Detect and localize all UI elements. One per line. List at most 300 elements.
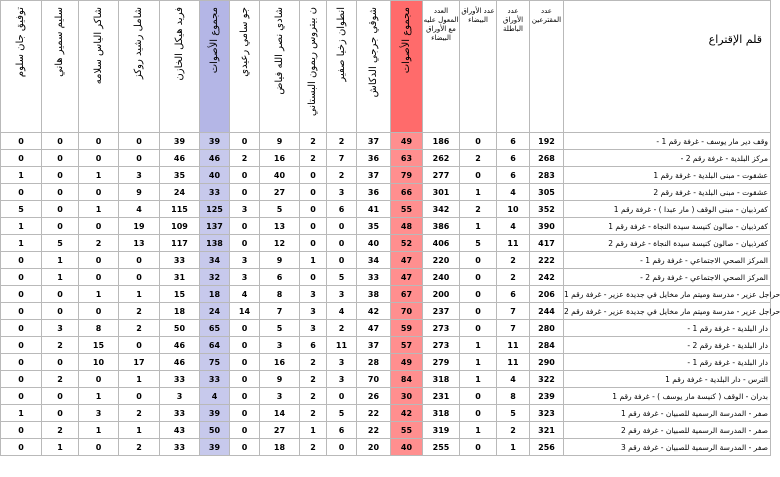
cell-total-a[interactable]: 47 <box>391 252 423 269</box>
cell-total-b[interactable]: 33 <box>200 371 230 388</box>
cell-candidate-b3[interactable]: 1 <box>79 422 119 439</box>
cell-candidate-a3[interactable]: 2 <box>300 150 327 167</box>
col-header-candidate-a4[interactable]: شادي نصر الله فياض <box>260 1 300 133</box>
cell-candidate-b1[interactable]: 33 <box>160 371 200 388</box>
cell-registered[interactable]: 268 <box>530 150 564 167</box>
cell-blank[interactable]: 2 <box>460 201 497 218</box>
cell-registered[interactable]: 239 <box>530 388 564 405</box>
cell-candidate-b5[interactable]: 0 <box>1 303 42 320</box>
cell-candidate-a1[interactable]: 41 <box>357 201 391 218</box>
cell-total-a[interactable]: 79 <box>391 167 423 184</box>
cell-registered[interactable]: 284 <box>530 337 564 354</box>
cell-counted[interactable]: 200 <box>423 286 460 303</box>
cell-void[interactable]: 4 <box>497 218 530 235</box>
cell-blank[interactable]: 1 <box>460 184 497 201</box>
cell-candidate-b1[interactable]: 43 <box>160 422 200 439</box>
cell-candidate-b1[interactable]: 109 <box>160 218 200 235</box>
cell-total-a[interactable]: 48 <box>391 218 423 235</box>
cell-total-a[interactable]: 59 <box>391 320 423 337</box>
cell-counted[interactable]: 386 <box>423 218 460 235</box>
cell-candidate-a4[interactable]: 6 <box>260 269 300 286</box>
cell-counted[interactable]: 262 <box>423 150 460 167</box>
cell-candidate-a3[interactable]: 0 <box>300 218 327 235</box>
cell-candidate-a2[interactable]: 6 <box>327 422 357 439</box>
cell-candidate-b3[interactable]: 0 <box>79 371 119 388</box>
cell-candidate-a2[interactable]: 3 <box>327 371 357 388</box>
cell-candidate-a2[interactable]: 0 <box>327 439 357 456</box>
cell-candidate-b4[interactable]: 3 <box>42 320 79 337</box>
cell-registered[interactable]: 192 <box>530 133 564 150</box>
cell-total-a[interactable]: 47 <box>391 269 423 286</box>
cell-candidate-a4[interactable]: 40 <box>260 167 300 184</box>
cell-counted[interactable]: 273 <box>423 337 460 354</box>
cell-candidate-a1[interactable]: 37 <box>357 167 391 184</box>
col-header-candidate-a5[interactable]: جو سامي رعيدي <box>230 1 260 133</box>
cell-candidate-a2[interactable]: 2 <box>327 167 357 184</box>
cell-candidate-a5[interactable]: 0 <box>230 218 260 235</box>
cell-candidate-a3[interactable]: 3 <box>300 286 327 303</box>
cell-candidate-b5[interactable]: 0 <box>1 150 42 167</box>
cell-blank[interactable]: 1 <box>460 354 497 371</box>
cell-candidate-a5[interactable]: 3 <box>230 252 260 269</box>
cell-blank[interactable]: 1 <box>460 218 497 235</box>
cell-candidate-a4[interactable]: 27 <box>260 422 300 439</box>
cell-counted[interactable]: 231 <box>423 388 460 405</box>
cell-blank[interactable]: 0 <box>460 286 497 303</box>
cell-counted[interactable]: 186 <box>423 133 460 150</box>
cell-candidate-b5[interactable]: 0 <box>1 337 42 354</box>
cell-candidate-b1[interactable]: 33 <box>160 439 200 456</box>
cell-location[interactable]: - دار البلدية - غرفة رقم 1 <box>564 354 771 371</box>
cell-void[interactable]: 2 <box>497 269 530 286</box>
cell-total-b[interactable]: 138 <box>200 235 230 252</box>
cell-candidate-a4[interactable]: 27 <box>260 184 300 201</box>
cell-total-b[interactable]: 75 <box>200 354 230 371</box>
cell-blank[interactable]: 0 <box>460 439 497 456</box>
cell-candidate-b3[interactable]: 15 <box>79 337 119 354</box>
cell-candidate-a2[interactable]: 0 <box>327 388 357 405</box>
cell-candidate-b3[interactable]: 1 <box>79 286 119 303</box>
cell-candidate-a1[interactable]: 40 <box>357 235 391 252</box>
col-header-location[interactable]: قلم الإقتراع <box>564 1 771 133</box>
cell-candidate-b4[interactable]: 0 <box>42 303 79 320</box>
cell-void[interactable]: 10 <box>497 201 530 218</box>
cell-candidate-a1[interactable]: 37 <box>357 337 391 354</box>
cell-location[interactable]: الترس - دار البلدية - غرفة رقم 1 <box>564 371 771 388</box>
cell-candidate-a4[interactable]: 3 <box>260 388 300 405</box>
cell-candidate-a3[interactable]: 0 <box>300 269 327 286</box>
cell-void[interactable]: 5 <box>497 405 530 422</box>
cell-candidate-b4[interactable]: 0 <box>42 405 79 422</box>
cell-candidate-a2[interactable]: 3 <box>327 184 357 201</box>
cell-candidate-a5[interactable]: 14 <box>230 303 260 320</box>
cell-candidate-a1[interactable]: 22 <box>357 405 391 422</box>
cell-blank[interactable]: 0 <box>460 252 497 269</box>
cell-candidate-a1[interactable]: 36 <box>357 150 391 167</box>
cell-counted[interactable]: 255 <box>423 439 460 456</box>
cell-total-a[interactable]: 49 <box>391 354 423 371</box>
cell-candidate-a3[interactable]: 6 <box>300 337 327 354</box>
cell-location[interactable]: - المركز الصحي الاجتماعي - غرفة رقم 2 <box>564 269 771 286</box>
col-header-candidate-b3[interactable]: شاكر الياس سلامه <box>79 1 119 133</box>
cell-candidate-b1[interactable]: 33 <box>160 405 200 422</box>
cell-void[interactable]: 8 <box>497 388 530 405</box>
cell-counted[interactable]: 301 <box>423 184 460 201</box>
cell-candidate-a5[interactable]: 0 <box>230 235 260 252</box>
col-header-candidate-b2[interactable]: شامل رشيد روكز <box>119 1 160 133</box>
cell-candidate-b3[interactable]: 0 <box>79 133 119 150</box>
cell-location[interactable]: كفرذبيان - صالون كنيسة سيدة النجاة - غرفة رقم 2 <box>564 235 771 252</box>
cell-blank[interactable]: 0 <box>460 269 497 286</box>
cell-total-b[interactable]: 24 <box>200 303 230 320</box>
cell-void[interactable]: 2 <box>497 252 530 269</box>
cell-candidate-b4[interactable]: 0 <box>42 286 79 303</box>
cell-candidate-a1[interactable]: 26 <box>357 388 391 405</box>
cell-candidate-b4[interactable]: 0 <box>42 354 79 371</box>
cell-candidate-b2[interactable]: 4 <box>119 201 160 218</box>
cell-candidate-b3[interactable]: 0 <box>79 303 119 320</box>
cell-candidate-a2[interactable]: 5 <box>327 269 357 286</box>
cell-candidate-b3[interactable]: 0 <box>79 184 119 201</box>
cell-candidate-a4[interactable]: 16 <box>260 354 300 371</box>
cell-candidate-b4[interactable]: 5 <box>42 235 79 252</box>
cell-location[interactable]: - وقف دير مار يوسف - غرفة رقم 1 <box>564 133 771 150</box>
cell-total-a[interactable]: 49 <box>391 133 423 150</box>
cell-counted[interactable]: 220 <box>423 252 460 269</box>
cell-candidate-b1[interactable]: 39 <box>160 133 200 150</box>
cell-candidate-b1[interactable]: 35 <box>160 167 200 184</box>
cell-candidate-a3[interactable]: 0 <box>300 167 327 184</box>
cell-total-b[interactable]: 4 <box>200 388 230 405</box>
cell-registered[interactable]: 256 <box>530 439 564 456</box>
cell-candidate-b2[interactable]: 0 <box>119 388 160 405</box>
cell-blank[interactable]: 1 <box>460 422 497 439</box>
cell-registered[interactable]: 290 <box>530 354 564 371</box>
cell-candidate-b1[interactable]: 15 <box>160 286 200 303</box>
cell-candidate-b2[interactable]: 13 <box>119 235 160 252</box>
cell-candidate-b5[interactable]: 0 <box>1 422 42 439</box>
cell-candidate-a1[interactable]: 42 <box>357 303 391 320</box>
cell-candidate-a5[interactable]: 3 <box>230 201 260 218</box>
cell-candidate-a5[interactable]: 0 <box>230 337 260 354</box>
cell-registered[interactable]: 206 <box>530 286 564 303</box>
cell-candidate-b1[interactable]: 117 <box>160 235 200 252</box>
cell-location[interactable]: - دار البلدية - غرفة رقم 2 <box>564 337 771 354</box>
cell-candidate-b5[interactable]: 1 <box>1 405 42 422</box>
cell-candidate-a5[interactable]: 0 <box>230 388 260 405</box>
cell-candidate-b4[interactable]: 0 <box>42 218 79 235</box>
cell-candidate-b5[interactable]: 0 <box>1 133 42 150</box>
cell-total-b[interactable]: 50 <box>200 422 230 439</box>
cell-counted[interactable]: 318 <box>423 371 460 388</box>
cell-candidate-b5[interactable]: 0 <box>1 320 42 337</box>
cell-total-a[interactable]: 70 <box>391 303 423 320</box>
cell-candidate-a3[interactable]: 3 <box>300 320 327 337</box>
cell-candidate-a2[interactable]: 4 <box>327 303 357 320</box>
cell-location[interactable]: - دار البلدية - غرفة رقم 1 <box>564 320 771 337</box>
cell-candidate-b1[interactable]: 18 <box>160 303 200 320</box>
cell-counted[interactable]: 277 <box>423 167 460 184</box>
cell-candidate-a5[interactable]: 0 <box>230 439 260 456</box>
cell-registered[interactable]: 222 <box>530 252 564 269</box>
cell-total-a[interactable]: 40 <box>391 439 423 456</box>
cell-candidate-a5[interactable]: 4 <box>230 286 260 303</box>
cell-total-a[interactable]: 55 <box>391 201 423 218</box>
cell-location[interactable]: صفر - المدرسة الرسمية للصبيان - غرفة رقم 1 <box>564 405 771 422</box>
cell-candidate-b2[interactable]: 9 <box>119 184 160 201</box>
col-header-registered[interactable]: عدد المقترعين <box>530 1 564 133</box>
cell-counted[interactable]: 237 <box>423 303 460 320</box>
cell-candidate-b1[interactable]: 46 <box>160 150 200 167</box>
cell-candidate-b2[interactable]: 0 <box>119 269 160 286</box>
cell-candidate-b4[interactable]: 1 <box>42 269 79 286</box>
cell-counted[interactable]: 406 <box>423 235 460 252</box>
col-header-counted[interactable]: العدد المعول عليه مع الأوراق البيضاء <box>423 1 460 133</box>
cell-candidate-b1[interactable]: 46 <box>160 337 200 354</box>
cell-candidate-b1[interactable]: 31 <box>160 269 200 286</box>
cell-location[interactable]: عشقوت - مبنى البلدية - غرفة رقم 2 <box>564 184 771 201</box>
cell-total-b[interactable]: 34 <box>200 252 230 269</box>
col-header-candidate-b4[interactable]: سليم سمير هاني <box>42 1 79 133</box>
cell-void[interactable]: 11 <box>497 337 530 354</box>
cell-location[interactable]: صفر - المدرسة الرسمية للصبيان - غرفة رقم 3 <box>564 439 771 456</box>
cell-candidate-b1[interactable]: 3 <box>160 388 200 405</box>
col-header-total-b[interactable]: مجموع الأصوات <box>200 1 230 133</box>
cell-candidate-a3[interactable]: 0 <box>300 201 327 218</box>
cell-counted[interactable]: 273 <box>423 320 460 337</box>
cell-blank[interactable]: 1 <box>460 371 497 388</box>
cell-candidate-b1[interactable]: 115 <box>160 201 200 218</box>
cell-location[interactable]: بدران - الوقف ( كنيسة مار يوسف ) - غرفة رقم 1 <box>564 388 771 405</box>
cell-candidate-b2[interactable]: 0 <box>119 150 160 167</box>
cell-candidate-b5[interactable]: 0 <box>1 439 42 456</box>
cell-candidate-a4[interactable]: 3 <box>260 337 300 354</box>
cell-candidate-b4[interactable]: 0 <box>42 184 79 201</box>
cell-candidate-a4[interactable]: 9 <box>260 133 300 150</box>
cell-blank[interactable]: 0 <box>460 133 497 150</box>
cell-total-a[interactable]: 55 <box>391 422 423 439</box>
cell-total-b[interactable]: 39 <box>200 439 230 456</box>
cell-candidate-b4[interactable]: 2 <box>42 422 79 439</box>
cell-location[interactable]: كفرذبيان - صالون كنيسة سيدة النجاة - غرفة رقم 1 <box>564 218 771 235</box>
col-header-candidate-a1[interactable]: شوقي جرجي الدكاش <box>357 1 391 133</box>
cell-candidate-b5[interactable]: 0 <box>1 184 42 201</box>
cell-registered[interactable]: 352 <box>530 201 564 218</box>
cell-counted[interactable]: 279 <box>423 354 460 371</box>
cell-total-b[interactable]: 64 <box>200 337 230 354</box>
cell-candidate-b4[interactable]: 1 <box>42 439 79 456</box>
cell-candidate-b5[interactable]: 0 <box>1 286 42 303</box>
cell-counted[interactable]: 318 <box>423 405 460 422</box>
cell-void[interactable]: 4 <box>497 371 530 388</box>
cell-candidate-b3[interactable]: 1 <box>79 388 119 405</box>
cell-candidate-b2[interactable]: 2 <box>119 439 160 456</box>
cell-candidate-a2[interactable]: 7 <box>327 150 357 167</box>
cell-candidate-a4[interactable]: 16 <box>260 150 300 167</box>
cell-candidate-b5[interactable]: 0 <box>1 269 42 286</box>
cell-candidate-b5[interactable]: 0 <box>1 371 42 388</box>
cell-blank[interactable]: 1 <box>460 337 497 354</box>
cell-candidate-a1[interactable]: 35 <box>357 218 391 235</box>
cell-blank[interactable]: 0 <box>460 405 497 422</box>
cell-candidate-a3[interactable]: 3 <box>300 303 327 320</box>
cell-candidate-a1[interactable]: 47 <box>357 320 391 337</box>
cell-candidate-b4[interactable]: 0 <box>42 201 79 218</box>
cell-candidate-b2[interactable]: 1 <box>119 286 160 303</box>
cell-candidate-a2[interactable]: 3 <box>327 354 357 371</box>
cell-void[interactable]: 6 <box>497 133 530 150</box>
cell-candidate-b2[interactable]: 0 <box>119 252 160 269</box>
cell-void[interactable]: 6 <box>497 150 530 167</box>
cell-candidate-b3[interactable]: 10 <box>79 354 119 371</box>
cell-candidate-a5[interactable]: 0 <box>230 422 260 439</box>
cell-candidate-a3[interactable]: 1 <box>300 252 327 269</box>
cell-candidate-b3[interactable]: 1 <box>79 201 119 218</box>
cell-total-b[interactable]: 18 <box>200 286 230 303</box>
cell-candidate-b2[interactable]: 19 <box>119 218 160 235</box>
cell-void[interactable]: 11 <box>497 354 530 371</box>
cell-total-b[interactable]: 39 <box>200 133 230 150</box>
cell-void[interactable]: 11 <box>497 235 530 252</box>
cell-candidate-a3[interactable]: 2 <box>300 133 327 150</box>
cell-candidate-a1[interactable]: 37 <box>357 133 391 150</box>
cell-candidate-a1[interactable]: 20 <box>357 439 391 456</box>
cell-candidate-b4[interactable]: 2 <box>42 337 79 354</box>
cell-candidate-a5[interactable]: 0 <box>230 167 260 184</box>
cell-location[interactable]: كفرذبيان - مبنى الوقف ( مار عبدا ) - غرفة رقم 1 <box>564 201 771 218</box>
cell-candidate-a1[interactable]: 34 <box>357 252 391 269</box>
col-header-blank[interactable]: عدد الأوراق البيضاء <box>460 1 497 133</box>
cell-candidate-b5[interactable]: 0 <box>1 354 42 371</box>
cell-candidate-b3[interactable]: 0 <box>79 269 119 286</box>
cell-candidate-a2[interactable]: 3 <box>327 286 357 303</box>
cell-location[interactable]: حراجل عزير - مدرسة وميتم مار مخايل في جديدة عزير - غرفة رقم 2 <box>564 303 771 320</box>
cell-registered[interactable]: 280 <box>530 320 564 337</box>
cell-candidate-a4[interactable]: 13 <box>260 218 300 235</box>
cell-total-a[interactable]: 42 <box>391 405 423 422</box>
cell-candidate-b3[interactable]: 8 <box>79 320 119 337</box>
cell-candidate-b2[interactable]: 17 <box>119 354 160 371</box>
cell-candidate-a4[interactable]: 12 <box>260 235 300 252</box>
cell-blank[interactable]: 2 <box>460 150 497 167</box>
cell-candidate-b3[interactable]: 2 <box>79 235 119 252</box>
cell-candidate-a2[interactable]: 2 <box>327 320 357 337</box>
cell-total-b[interactable]: 40 <box>200 167 230 184</box>
cell-candidate-b2[interactable]: 2 <box>119 303 160 320</box>
cell-candidate-a5[interactable]: 0 <box>230 133 260 150</box>
cell-candidate-b5[interactable]: 1 <box>1 218 42 235</box>
cell-candidate-a4[interactable]: 9 <box>260 252 300 269</box>
cell-registered[interactable]: 322 <box>530 371 564 388</box>
cell-candidate-b1[interactable]: 33 <box>160 252 200 269</box>
col-header-candidate-a2[interactable]: انطوان زخيا صفير <box>327 1 357 133</box>
cell-candidate-a2[interactable]: 0 <box>327 235 357 252</box>
cell-candidate-b4[interactable]: 1 <box>42 252 79 269</box>
cell-total-a[interactable]: 67 <box>391 286 423 303</box>
cell-candidate-a3[interactable]: 1 <box>300 422 327 439</box>
cell-candidate-a3[interactable]: 2 <box>300 439 327 456</box>
cell-total-b[interactable]: 32 <box>200 269 230 286</box>
cell-registered[interactable]: 242 <box>530 269 564 286</box>
cell-candidate-a1[interactable]: 38 <box>357 286 391 303</box>
cell-candidate-a4[interactable]: 5 <box>260 201 300 218</box>
cell-total-a[interactable]: 30 <box>391 388 423 405</box>
cell-blank[interactable]: 0 <box>460 303 497 320</box>
cell-candidate-a4[interactable]: 18 <box>260 439 300 456</box>
cell-total-b[interactable]: 46 <box>200 150 230 167</box>
cell-candidate-a3[interactable]: 2 <box>300 371 327 388</box>
cell-registered[interactable]: 305 <box>530 184 564 201</box>
cell-candidate-b2[interactable]: 2 <box>119 405 160 422</box>
cell-total-a[interactable]: 84 <box>391 371 423 388</box>
cell-location[interactable]: - مركز البلدية - غرفة رقم 2 <box>564 150 771 167</box>
cell-candidate-a2[interactable]: 2 <box>327 133 357 150</box>
cell-candidate-a1[interactable]: 28 <box>357 354 391 371</box>
cell-candidate-b3[interactable]: 0 <box>79 150 119 167</box>
cell-total-a[interactable]: 52 <box>391 235 423 252</box>
cell-candidate-a1[interactable]: 33 <box>357 269 391 286</box>
col-header-candidate-b1[interactable]: فريد هيكل الخازن <box>160 1 200 133</box>
cell-void[interactable]: 6 <box>497 286 530 303</box>
cell-candidate-b1[interactable]: 46 <box>160 354 200 371</box>
cell-void[interactable]: 4 <box>497 184 530 201</box>
cell-candidate-b4[interactable]: 0 <box>42 133 79 150</box>
cell-candidate-b4[interactable]: 0 <box>42 388 79 405</box>
cell-total-a[interactable]: 57 <box>391 337 423 354</box>
cell-void[interactable]: 2 <box>497 422 530 439</box>
cell-counted[interactable]: 319 <box>423 422 460 439</box>
cell-candidate-b3[interactable]: 0 <box>79 252 119 269</box>
cell-candidate-a2[interactable]: 0 <box>327 218 357 235</box>
cell-candidate-b2[interactable]: 1 <box>119 371 160 388</box>
cell-candidate-a5[interactable]: 0 <box>230 405 260 422</box>
cell-candidate-b4[interactable]: 0 <box>42 150 79 167</box>
cell-candidate-b4[interactable]: 0 <box>42 167 79 184</box>
cell-candidate-a5[interactable]: 0 <box>230 184 260 201</box>
cell-total-b[interactable]: 39 <box>200 405 230 422</box>
cell-candidate-b5[interactable]: 1 <box>1 167 42 184</box>
cell-void[interactable]: 6 <box>497 167 530 184</box>
cell-candidate-b5[interactable]: 0 <box>1 252 42 269</box>
cell-candidate-a1[interactable]: 70 <box>357 371 391 388</box>
cell-total-a[interactable]: 66 <box>391 184 423 201</box>
cell-candidate-b5[interactable]: 0 <box>1 388 42 405</box>
cell-candidate-b3[interactable]: 0 <box>79 439 119 456</box>
cell-candidate-a1[interactable]: 22 <box>357 422 391 439</box>
cell-candidate-a3[interactable]: 0 <box>300 235 327 252</box>
cell-void[interactable]: 1 <box>497 439 530 456</box>
cell-candidate-b5[interactable]: 5 <box>1 201 42 218</box>
cell-registered[interactable]: 244 <box>530 303 564 320</box>
cell-blank[interactable]: 0 <box>460 388 497 405</box>
cell-total-b[interactable]: 65 <box>200 320 230 337</box>
cell-candidate-b2[interactable]: 1 <box>119 422 160 439</box>
cell-registered[interactable]: 417 <box>530 235 564 252</box>
cell-total-b[interactable]: 125 <box>200 201 230 218</box>
cell-void[interactable]: 7 <box>497 320 530 337</box>
cell-candidate-a2[interactable]: 11 <box>327 337 357 354</box>
cell-candidate-a4[interactable]: 8 <box>260 286 300 303</box>
cell-candidate-a4[interactable]: 5 <box>260 320 300 337</box>
cell-candidate-a5[interactable]: 0 <box>230 320 260 337</box>
col-header-candidate-a3[interactable]: ن بيتروس ريمون البستاني <box>300 1 327 133</box>
cell-location[interactable]: صفر - المدرسة الرسمية للصبيان - غرفة رقم 2 <box>564 422 771 439</box>
cell-candidate-b2[interactable]: 0 <box>119 133 160 150</box>
cell-total-b[interactable]: 137 <box>200 218 230 235</box>
cell-registered[interactable]: 390 <box>530 218 564 235</box>
cell-candidate-b2[interactable]: 0 <box>119 337 160 354</box>
cell-candidate-a5[interactable]: 3 <box>230 269 260 286</box>
